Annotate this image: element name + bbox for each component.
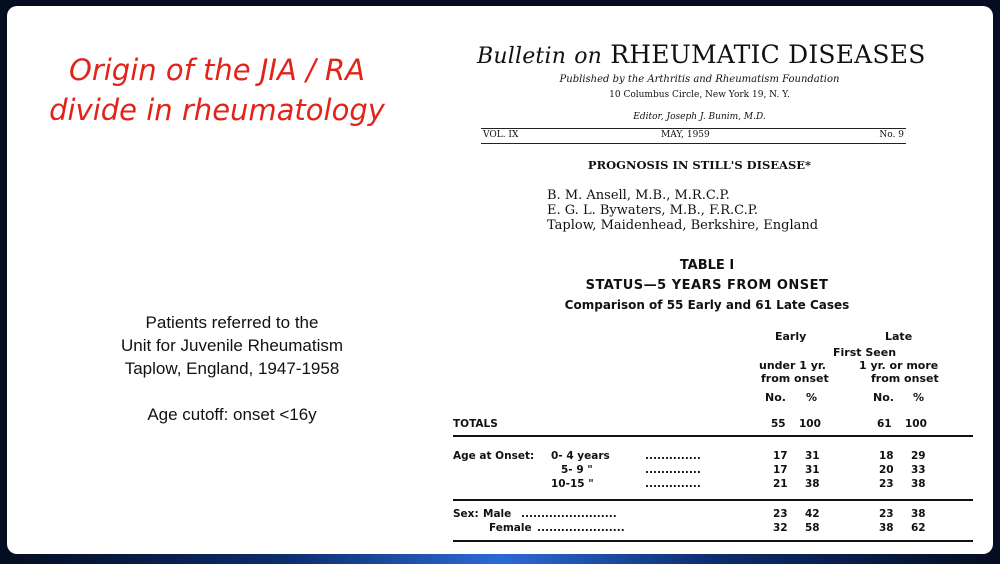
header-early-sub-1: under 1 yr. xyxy=(759,359,826,372)
publisher-line: Published by the Arthritis and Rheumatism Foundation xyxy=(559,74,840,85)
header-early: Early xyxy=(775,330,807,343)
age-cutoff-note: Age cutoff: onset <16y xyxy=(147,405,317,424)
cell-late-pct: 62 xyxy=(911,522,926,534)
header-early-pct: % xyxy=(806,391,818,404)
table-row xyxy=(453,464,973,476)
cell-early-no: 55 xyxy=(771,418,786,430)
cell-early-no: 17 xyxy=(773,450,788,462)
cell-late-pct: 38 xyxy=(911,478,926,490)
cell-early-pct: 58 xyxy=(805,522,820,534)
cell-early-pct: 42 xyxy=(805,508,820,520)
header-early-no: No. xyxy=(765,391,786,404)
header-first-seen: First Seen xyxy=(833,346,897,359)
volume-bar xyxy=(481,128,906,144)
leader-dots: ........................ xyxy=(521,508,617,520)
issue-number: No. 9 xyxy=(879,130,904,140)
table-row-totals xyxy=(453,418,973,430)
cell-late-pct: 100 xyxy=(905,418,927,430)
address-line: 10 Columbus Circle, New York 19, N. Y. xyxy=(609,90,790,100)
cell-late-no: 23 xyxy=(879,508,894,520)
cell-late-no: 18 xyxy=(879,450,894,462)
bulletin-masthead xyxy=(477,40,926,69)
cell-early-pct: 38 xyxy=(805,478,820,490)
row-label: Male xyxy=(483,508,512,520)
cell-late-no: 23 xyxy=(879,478,894,490)
header-early-sub-2: from onset xyxy=(761,372,829,385)
slide-notes xyxy=(47,311,417,426)
editor-line: Editor, Joseph J. Bunim, M.D. xyxy=(633,112,766,122)
leader-dots: .............. xyxy=(645,450,701,462)
table-rule xyxy=(453,499,973,501)
cell-late-pct: 38 xyxy=(911,508,926,520)
header-late-no: No. xyxy=(873,391,894,404)
cell-early-no: 23 xyxy=(773,508,788,520)
row-label: 5- 9 " xyxy=(561,464,593,476)
table-title: TABLE I xyxy=(679,258,735,273)
scanned-bulletin xyxy=(453,36,939,554)
issue-date: MAY, 1959 xyxy=(661,130,710,140)
slide-title-line-1: Origin of the JIA / RA xyxy=(69,53,365,87)
table-row xyxy=(453,450,973,462)
header-late-sub-1: 1 yr. or more xyxy=(859,359,939,372)
cell-early-pct: 31 xyxy=(805,464,820,476)
notes-line: Patients referred to the xyxy=(145,313,319,332)
table-caption: Comparison of 55 Early and 61 Late Cases xyxy=(564,298,850,312)
cell-late-pct: 33 xyxy=(911,464,926,476)
row-label: Female xyxy=(489,522,532,534)
article-authors xyxy=(547,188,818,233)
table-subtitle: STATUS—5 YEARS FROM ONSET xyxy=(585,278,829,293)
table-rule xyxy=(453,435,973,437)
cell-early-pct: 100 xyxy=(799,418,821,430)
author-affiliation: Taplow, Maidenhead, Berkshire, England xyxy=(547,218,819,233)
row-label: 0- 4 years xyxy=(551,450,610,462)
table-row xyxy=(453,508,973,520)
leader-dots: ...................... xyxy=(537,522,625,534)
leader-dots: .............. xyxy=(645,478,701,490)
age-group-label: Age at Onset: xyxy=(453,450,535,462)
cell-early-no: 21 xyxy=(773,478,788,490)
notes-line: Unit for Juvenile Rheumatism xyxy=(120,336,344,355)
table-rule xyxy=(453,540,973,542)
volume-label: VOL. IX xyxy=(483,130,519,140)
table-row xyxy=(453,478,973,490)
masthead-on: on xyxy=(574,44,603,69)
slide-title-line-2: divide in rheumatology xyxy=(49,93,385,127)
header-late-pct: % xyxy=(913,391,925,404)
row-label: TOTALS xyxy=(453,418,498,430)
leader-dots: .............. xyxy=(645,464,701,476)
cell-early-pct: 31 xyxy=(805,450,820,462)
sex-group-label: Sex: xyxy=(453,508,479,520)
cell-early-no: 32 xyxy=(773,522,788,534)
cell-late-pct: 29 xyxy=(911,450,926,462)
author-line: B. M. Ansell, M.B., M.R.C.P. xyxy=(547,188,730,203)
masthead-rheumatic: RHEUMATIC DISEASES xyxy=(610,40,926,69)
article-title: PROGNOSIS IN STILL'S DISEASE* xyxy=(587,158,812,172)
cell-early-no: 17 xyxy=(773,464,788,476)
header-late-sub-2: from onset xyxy=(871,372,939,385)
slide xyxy=(7,6,993,554)
header-late: Late xyxy=(885,330,913,343)
table-row xyxy=(453,522,973,534)
notes-line: Taplow, England, 1947-1958 xyxy=(124,359,340,378)
slide-title xyxy=(7,50,427,130)
cell-late-no: 61 xyxy=(877,418,892,430)
row-label: 10-15 " xyxy=(551,478,594,490)
author-line: E. G. L. Bywaters, M.B., F.R.C.P. xyxy=(547,203,758,218)
masthead-bulletin: Bulletin xyxy=(477,44,567,69)
cell-late-no: 20 xyxy=(879,464,894,476)
cell-late-no: 38 xyxy=(879,522,894,534)
